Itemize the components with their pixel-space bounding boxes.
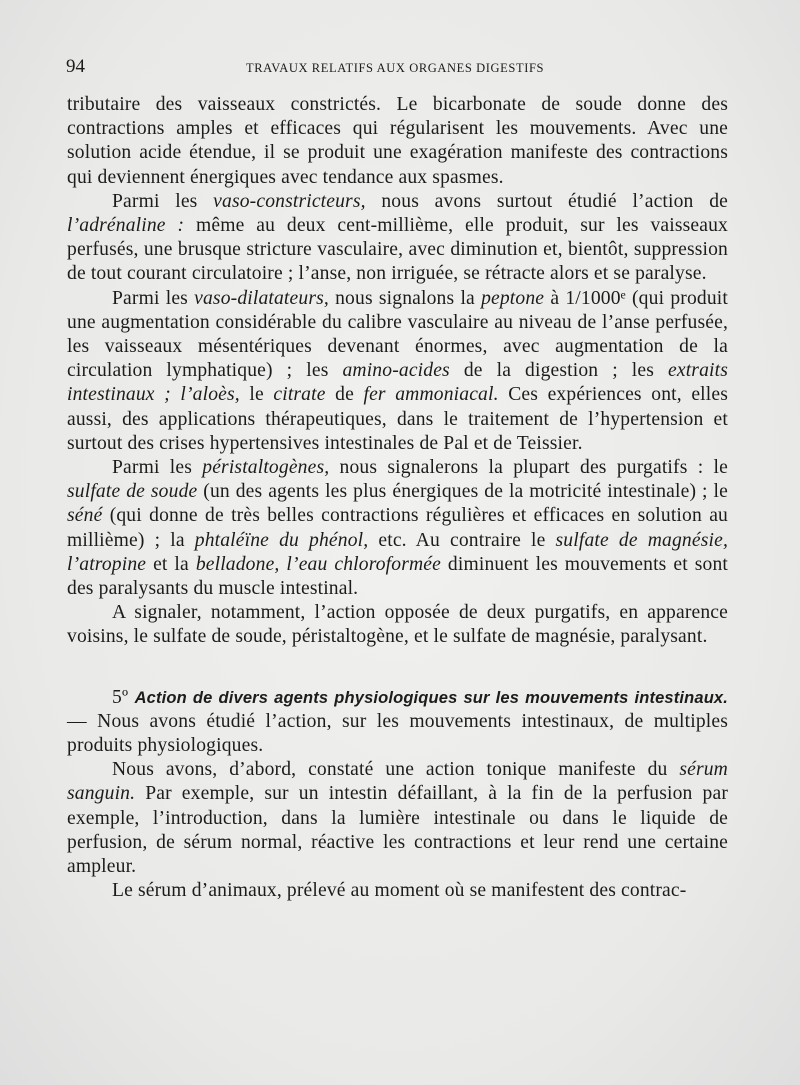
paragraph-continued: tributaire des vaisseaux constrictés. Le bicarbonate de soude donne des contractions amples et efficaces qui régularisent les mouvements. Avec une solution acide étendue, il se produit une exagération manifeste des contractions qui deviennent énergiques avec tendance aux spasmes. [67, 94, 728, 188]
italic-term: citrate [273, 384, 326, 406]
page-number: 94 [66, 56, 85, 77]
text-run: Nous avons, d’abord, constaté une action tonique manifeste du [112, 759, 680, 781]
text-run: même au deux cent-millième, elle produit, sur les vaisseaux perfusés, une brusque stricture vasculaire, avec diminution et, bientôt, suppression de tout courant circulatoire ; l’anse, non irriguée, se rétracte alors et se paralyse. [67, 215, 728, 285]
section-5 [67, 686, 728, 759]
text-run: nous signalerons la plupart des purgatifs : le [329, 457, 728, 479]
text-run: nous signalons la [328, 287, 482, 309]
italic-term: fer ammoniacal. [363, 384, 499, 406]
text-run: de la digestion ; les [449, 360, 669, 382]
paragraph-serum [67, 758, 728, 879]
italic-term: peptone [481, 287, 545, 309]
paragraph-peristaltogenes [67, 456, 728, 601]
italic-term: l’adrénaline : [67, 215, 185, 237]
paragraph-vasodilators [67, 287, 728, 456]
running-header [66, 56, 730, 80]
italic-term: vaso-constricteurs, [213, 190, 366, 212]
running-title: TRAVAUX RELATIFS AUX ORGANES DIGESTIFS [246, 61, 545, 75]
italic-term: sulfate de soude [67, 481, 198, 503]
italic-term: péristaltogènes, [202, 457, 330, 479]
text-run: diminuent les mouvements et sont des paralysants du muscle intestinal. [67, 553, 728, 600]
text-run: nous avons surtout étudié l’action de [365, 190, 728, 212]
text-run: (qui donne de très belles contractions régulières et efficaces en solution au millième) ; la [67, 505, 728, 551]
italic-term: amino-acides [342, 360, 450, 382]
text-run: Par exemple, sur un intestin défaillant, à la fin de la perfusion par exemple, l’introduction, dans la lumière intestinale ou dans le liquide de perfusion, de sérum normal, réactive les contractions et leur rend une certaine ampleur. [67, 783, 728, 878]
text-run: et la [146, 553, 196, 575]
paragraph-vasoconstrictors [67, 190, 728, 287]
text-run: Parmi les [112, 190, 214, 212]
paragraph-purgatives: A signaler, notamment, l’action opposée de deux purgatifs, en apparence voisins, le sulfate de soude, péristaltogène, et le sulfate de magnésie, paralysant. [67, 602, 728, 648]
italic-term: belladone, [195, 553, 280, 575]
text-run: — Nous avons étudié l’action, sur les mouvements intestinaux, de multiples produits physiologiques. [67, 710, 728, 757]
italic-term: sérum sanguin. [67, 759, 728, 805]
italic-term: séné [67, 505, 103, 527]
italic-term: sulfate de magnésie, [555, 529, 728, 551]
text-run: le [239, 384, 274, 406]
text-run: de [325, 384, 364, 406]
italic-term: extraits intestinaux ; l’aloès, [67, 360, 728, 406]
italic-term: l’eau chloroformée [286, 553, 441, 575]
italic-term: phtaléïne du phénol, [194, 529, 369, 551]
paragraph-animal-serum: Le sérum d’animaux, prélevé au moment où se manifestent des contrac- [112, 880, 687, 902]
section-heading: Action de divers agents physiologiques sur les mouvements intestinaux. [134, 688, 728, 707]
section-number: 5º [112, 686, 129, 708]
text-run: etc. Au contraire le [368, 529, 556, 551]
body-text [67, 93, 728, 904]
italic-term: l’atropine [67, 553, 147, 575]
text-run: à 1/1000ᵉ (qui produit une augmentation considérable du calibre vasculaire au niveau de l’anse perfusée, les vaisseaux mésentériques devenant énormes, avec augmentation de la circulation lymphatique) ; les [67, 287, 728, 382]
text-run: Parmi les [112, 287, 195, 309]
italic-term: vaso-dilatateurs, [194, 287, 329, 309]
text-run: Ces expériences ont, elles aussi, des applications thérapeutiques, dans le traitement de l’hypertension et surtout des crises hypertensives intestinales de Pal et de Teissier. [67, 384, 728, 454]
text-run: Parmi les [112, 457, 203, 479]
text-run: (un des agents les plus énergiques de la motricité intestinale) ; le [197, 481, 728, 503]
